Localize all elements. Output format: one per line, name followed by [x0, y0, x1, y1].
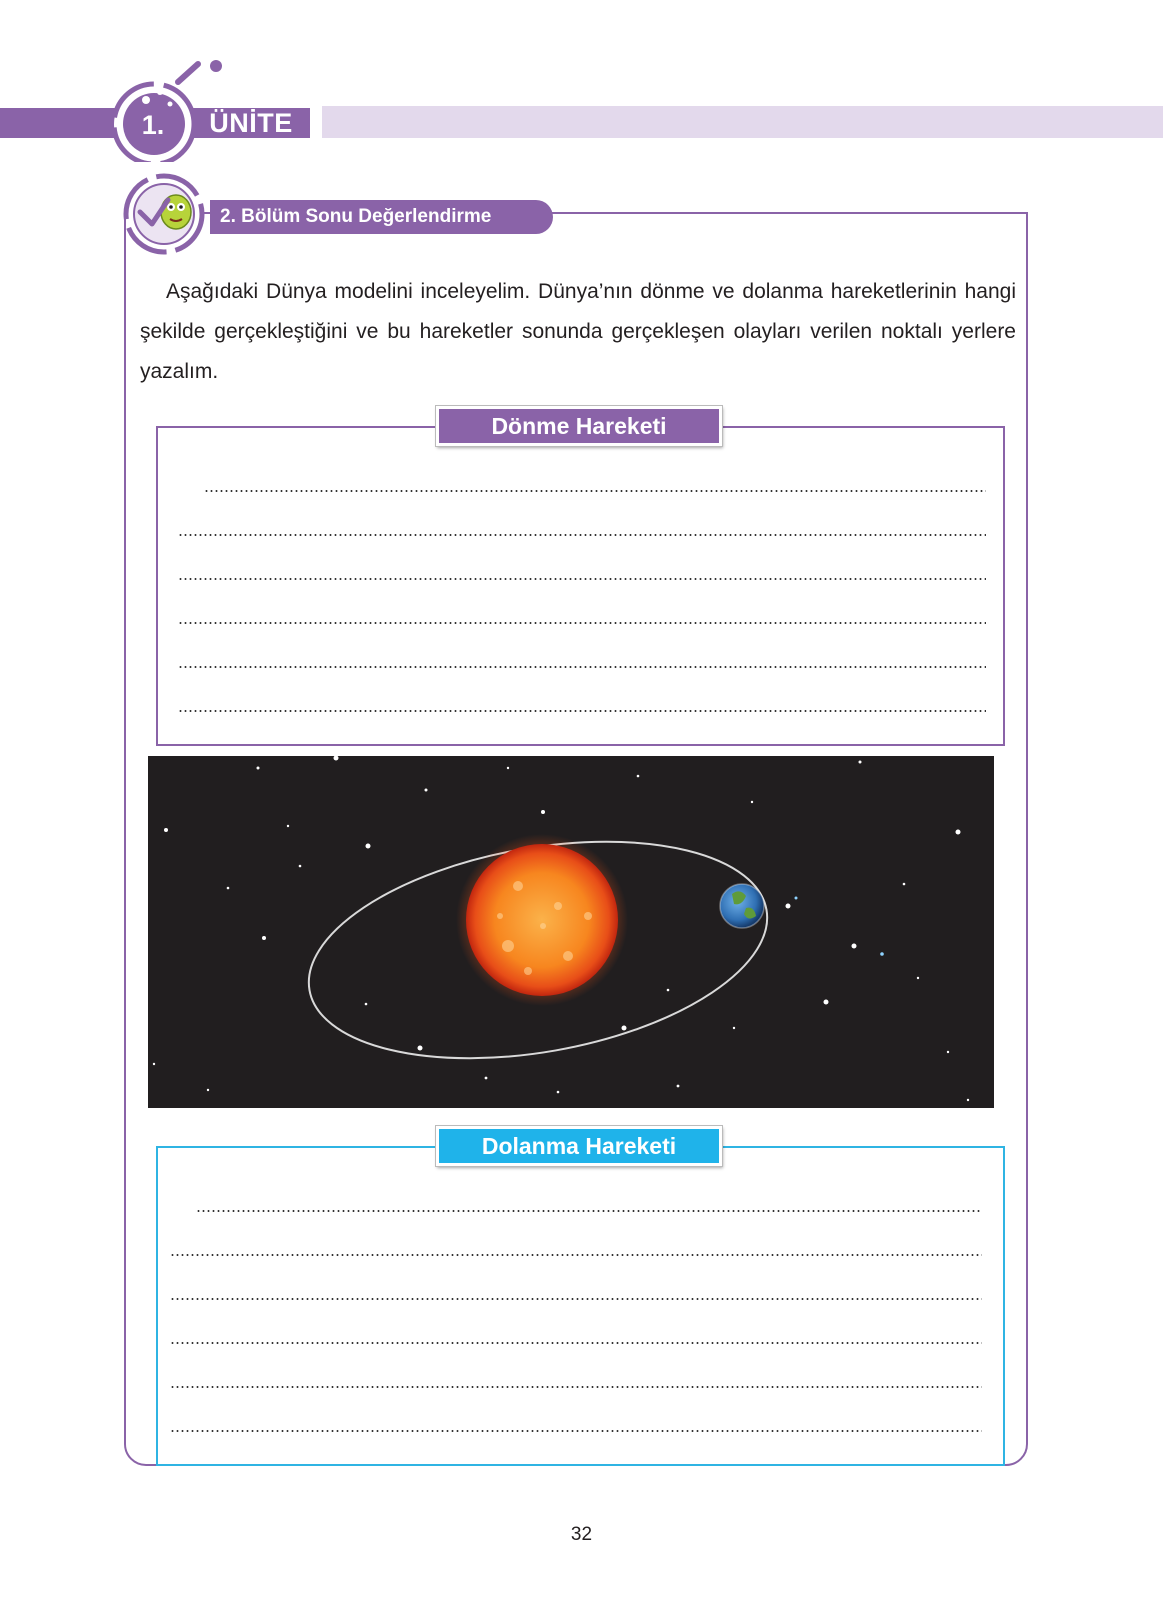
earth-orbit-image	[148, 756, 994, 1108]
unit-number: 1.	[141, 110, 165, 140]
revolution-box-title: Dolanma Hareketi	[436, 1126, 722, 1166]
intro-text: Aşağıdaki Dünya modelini inceleyelim. Dünya’nın dönme ve dolanma hareketlerinin hangi şekilde gerçekleştiğini ve bu hareketler sonunda gerçekleşen olayları verilen noktalı yerlere yazalım.	[140, 280, 1016, 383]
revolution-answer-line-6[interactable]	[170, 1430, 982, 1432]
revolution-answer-line-5[interactable]	[170, 1386, 982, 1388]
rotation-answer-line-4[interactable]	[178, 622, 986, 624]
revolution-answer-line-1[interactable]	[196, 1210, 982, 1212]
section-title: 2. Bölüm Sonu Değerlendirme	[210, 200, 553, 234]
revolution-answer-box	[156, 1146, 1005, 1466]
rotation-answer-box	[156, 426, 1005, 746]
page-number: 32	[570, 1524, 593, 1545]
rotation-answer-line-1[interactable]	[204, 490, 986, 492]
rotation-answer-line-3[interactable]	[178, 578, 986, 580]
unit-bar-right	[322, 106, 1163, 138]
rotation-answer-line-2[interactable]	[178, 534, 986, 536]
rotation-answer-line-6[interactable]	[178, 710, 986, 712]
revolution-answer-line-3[interactable]	[170, 1298, 982, 1300]
intro-paragraph	[140, 272, 1016, 392]
rotation-answer-line-5[interactable]	[178, 666, 986, 668]
checkmark-mascot-icon	[122, 172, 212, 258]
revolution-answer-line-4[interactable]	[170, 1342, 982, 1344]
unit-label: ÜNİTE	[192, 108, 310, 138]
sun	[466, 844, 618, 996]
rotation-box-title: Dönme Hareketi	[436, 406, 722, 446]
revolution-answer-line-2[interactable]	[170, 1254, 982, 1256]
